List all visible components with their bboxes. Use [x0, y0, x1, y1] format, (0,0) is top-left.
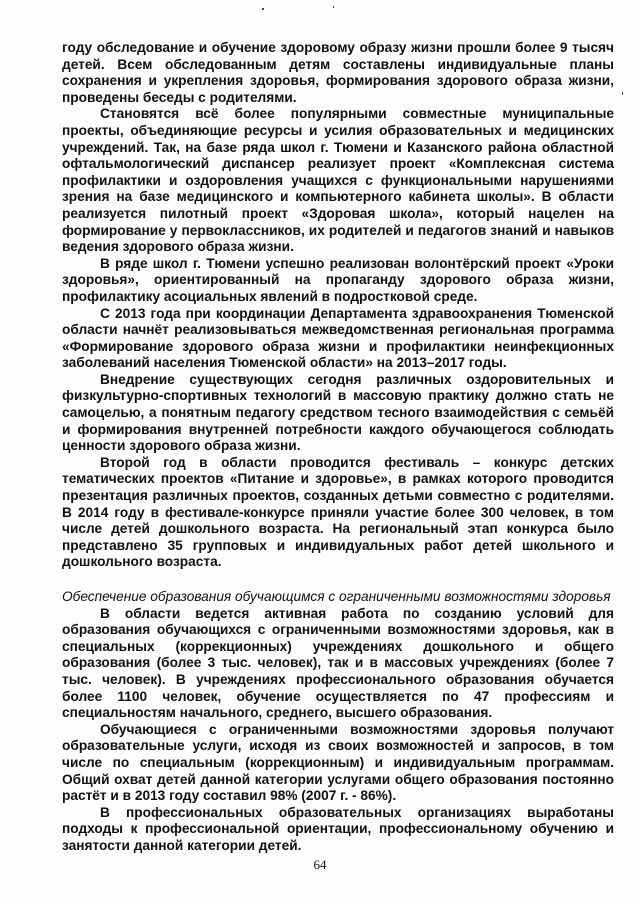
scan-speck	[262, 8, 264, 10]
paragraph: В ряде школ г. Тюмени успешно реализован волонтёрский проект «Уроки здоровья», ориентированный на пропаганду здорового образа жизни, профилактику асоциальных явлений в подростковой среде.	[62, 255, 614, 304]
scan-speck	[622, 92, 623, 95]
paragraph: В профессиональных образовательных организациях выработаны подходы к профессиональной ориентации, профессиональному обучению и занятости данной категории детей.	[62, 804, 614, 853]
page-body	[62, 40, 614, 855]
paragraph-continued: году обследование и обучение здоровому образу жизни прошли более 9 тысяч детей. Всем обследованным детям составлены индивидуальные планы сохранения и укрепления здоровья, формирования здорового образа жизни, проведены беседы с родителями.	[62, 40, 614, 105]
paragraph: С 2013 года при координации Департамента здравоохранения Тюменской области начнёт реализовываться межведомственная региональная программа «Формирование здорового образа жизни и профилактики неинфекционных заболеваний населения Тюменской области» на 2013–2017 годы.	[62, 305, 614, 371]
paragraph: Внедрение существующих сегодня различных оздоровительных и физкультурно-спортивных технологий в массовую практику должно стать не самоцелью, а понятным педагогу средством тесного взаимодействия с семьёй и формирования внутренней потребности каждого обучающегося соблюдать ценности здорового образа жизни.	[62, 371, 614, 454]
section-heading: Обеспечение образования обучающимся с ограниченными возможностями здоровья	[62, 589, 611, 604]
paragraph: В области ведется активная работа по созданию условий для образования обучающихся с ограниченными возможностями здоровья, как в специальных (коррекционных) учреждениях дошкольного и общего образования (более 3 тыс. человек), так и в массовых учреждениях (более 7 тыс. человек). В учреждениях профессионального образования обучается более 1100 человек, обучение осуществляется по 47 профессиям и специальностям начального, среднего, высшего образования.	[62, 605, 614, 721]
paragraph: Обучающиеся с ограниченными возможностями здоровья получают образовательные услуги, исходя из своих возможностей и запросов, в том числе по специальным (коррекционным) и индивидуальным программам. Общий охват детей данной категории услугами общего образования постоянно растёт и в 2013 году составил 98% (2007 г. - 86%).	[62, 721, 614, 804]
page-number: 64	[313, 857, 327, 872]
scan-speck	[333, 6, 334, 8]
paragraph: Второй год в области проводится фестиваль – конкурс детских тематических проектов «Питание и здоровье», в рамках которого проводится презентация различных проектов, созданных детьми совместно с родителями. В 2014 году в фестивале-конкурсе приняли участие более 300 человек, в том числе детей дошкольного возраста. На региональный этап конкурса было представлено 35 групповых и индивидуальных работ детей школьного и дошкольного возраста.	[62, 454, 614, 570]
paragraph: Становятся всё более популярными совместные муниципальные проекты, объединяющие ресурсы и усилия образовательных и медицинских учреждений. Так, на базе ряда школ г. Тюмени и Казанского района областной офтальмологический диспансер реализует проект «Комплексная система профилактики и оздоровления учащихся с функциональными нарушениями зрения на базе медицинского и компьютерного кабинета школы». В области реализуется пилотный проект «Здоровая школа», который нацелен на формирование у первоклассников, их родителей и педагогов знаний и навыков ведения здорового образа жизни.	[62, 106, 614, 255]
